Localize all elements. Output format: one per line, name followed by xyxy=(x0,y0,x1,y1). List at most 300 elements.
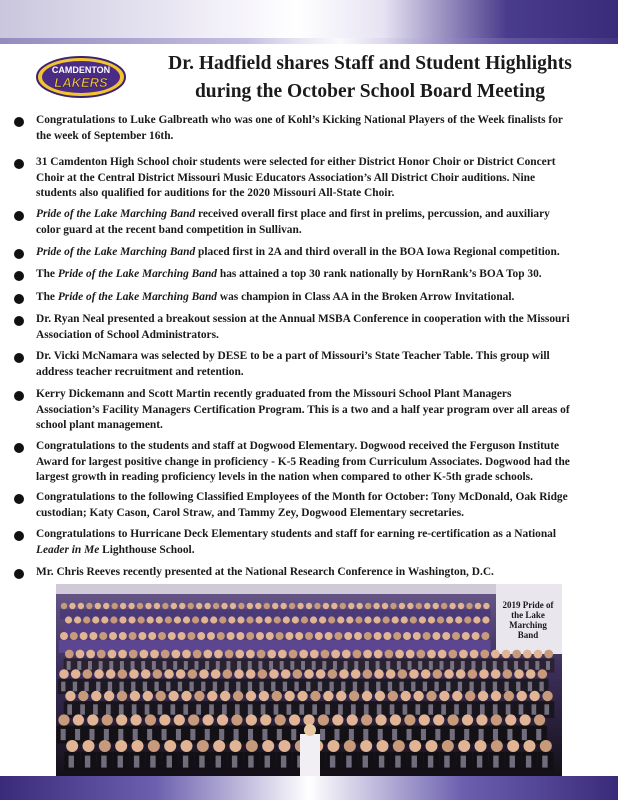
uniform-sheen xyxy=(183,704,188,714)
band-member-head xyxy=(102,714,113,725)
uniform-sheen xyxy=(461,756,466,768)
band-member-head xyxy=(199,669,209,679)
uniform-sheen xyxy=(163,661,167,670)
band-member-head xyxy=(383,632,391,640)
band-member-head xyxy=(512,650,521,659)
band-member-head xyxy=(181,691,191,701)
band-member-head xyxy=(328,740,340,752)
band-member-head xyxy=(459,650,468,659)
uniform-sheen xyxy=(312,704,317,714)
band-member-head xyxy=(272,691,282,701)
band-member-head xyxy=(148,740,160,752)
uniform-sheen xyxy=(341,682,345,692)
uniform-sheen xyxy=(152,661,156,670)
uniform-sheen xyxy=(201,682,205,692)
band-member-head xyxy=(260,714,271,725)
band-member-head xyxy=(364,632,372,640)
band-member-head xyxy=(297,691,307,701)
band-member-head xyxy=(409,740,421,752)
band-member-head xyxy=(364,616,371,623)
uniform-sheen xyxy=(258,661,262,670)
band-member-head xyxy=(92,616,99,623)
uniform-sheen xyxy=(435,729,440,740)
band-member-head xyxy=(534,650,543,659)
band-member-head xyxy=(116,714,127,725)
band-member-head xyxy=(448,650,457,659)
band-member-head xyxy=(426,691,436,701)
uniform-sheen xyxy=(364,682,368,692)
bullet-text: Dr. Vicki McNamara was selected by DESE to be a part of Missouri’s State Teacher Table. This group will address teacher recruitment and retention. xyxy=(36,350,550,378)
band-member-head xyxy=(491,650,500,659)
band-member-head xyxy=(347,714,358,725)
bullet-text: Dr. Ryan Neal presented a breakout session at the Annual MSBA Conference in cooperation with the Missouri Association of School Administrators. xyxy=(36,313,570,341)
band-member-head xyxy=(97,650,106,659)
band-member-head xyxy=(115,740,127,752)
uniform-sheen xyxy=(216,661,220,670)
band-member-head xyxy=(491,669,501,679)
band-member-head xyxy=(145,603,151,609)
band-member-head xyxy=(475,740,487,752)
list-item xyxy=(14,490,610,521)
band-member-head xyxy=(197,632,205,640)
uniform-sheen xyxy=(75,729,80,740)
uniform-sheen xyxy=(89,729,94,740)
uniform-sheen xyxy=(329,682,333,692)
band-member-head xyxy=(65,691,75,701)
band-member-head xyxy=(265,616,272,623)
band-member-head xyxy=(69,603,75,609)
band-member-head xyxy=(165,616,172,623)
uniform-sheen xyxy=(61,682,65,692)
band-member-head xyxy=(523,650,532,659)
band-name-italic: Pride of the Lake Marching Band xyxy=(36,246,196,258)
band-member-head xyxy=(458,603,464,609)
band-member-head xyxy=(328,616,335,623)
band-member-head xyxy=(174,714,185,725)
band-member-head xyxy=(74,616,81,623)
band-member-head xyxy=(281,669,291,679)
band-member-head xyxy=(119,616,126,623)
uniform-sheen xyxy=(232,756,237,768)
uniform-sheen xyxy=(388,682,392,692)
band-member-head xyxy=(237,616,244,623)
band-member-head xyxy=(360,740,372,752)
bullet-dot xyxy=(14,211,24,221)
band-member-head xyxy=(374,650,383,659)
band-member-head xyxy=(246,691,256,701)
band-member-head xyxy=(219,616,226,623)
uniform-sheen xyxy=(434,682,438,692)
band-member-head xyxy=(339,669,349,679)
band-member-head xyxy=(213,603,219,609)
band-member-head xyxy=(256,632,264,640)
uniform-sheen xyxy=(516,682,520,692)
band-member-head xyxy=(503,669,513,679)
band-member-head xyxy=(478,691,488,701)
bullet-dot xyxy=(14,159,24,169)
uniform-sheen xyxy=(477,756,482,768)
uniform-sheen xyxy=(322,661,326,670)
uniform-sheen xyxy=(334,729,339,740)
band-member-head xyxy=(375,714,386,725)
band-member-head xyxy=(355,616,362,623)
band-member-head xyxy=(444,669,454,679)
band-member-head xyxy=(86,603,92,609)
uniform-sheen xyxy=(224,682,228,692)
band-member-head xyxy=(179,603,185,609)
bullet-dot xyxy=(14,443,24,453)
band-member-head xyxy=(349,691,359,701)
uniform-sheen xyxy=(376,661,380,670)
uniform-sheen xyxy=(325,704,330,714)
uniform-sheen xyxy=(349,729,354,740)
uniform-sheen xyxy=(480,704,485,714)
uniform-sheen xyxy=(248,756,253,768)
band-member-head xyxy=(348,603,354,609)
band-member-head xyxy=(413,632,421,640)
uniform-sheen xyxy=(167,756,172,768)
bullet-text: placed first in 2A and third overall in the BOA Iowa Regional competition. xyxy=(195,246,560,258)
uniform-sheen xyxy=(510,756,515,768)
band-member-head xyxy=(442,632,450,640)
band-member-head xyxy=(362,691,372,701)
band-member-head xyxy=(73,714,84,725)
band-member-head xyxy=(476,714,487,725)
band-member-head xyxy=(259,691,269,701)
band-member-head xyxy=(207,632,215,640)
band-member-head xyxy=(538,669,548,679)
band-member-head xyxy=(458,740,470,752)
uniform-sheen xyxy=(532,704,537,714)
uniform-sheen xyxy=(199,756,204,768)
band-member-head xyxy=(441,603,447,609)
band-member-head xyxy=(295,632,303,640)
band-member-head xyxy=(183,616,190,623)
band-member-head xyxy=(325,632,333,640)
band-member-head xyxy=(91,691,101,701)
band-member-head xyxy=(78,691,88,701)
logo-text-lakers: LAKERS xyxy=(54,75,108,90)
band-member-head xyxy=(514,669,524,679)
uniform-sheen xyxy=(209,704,214,714)
band-member-head xyxy=(236,632,244,640)
uniform-sheen xyxy=(479,729,484,740)
band-member-head xyxy=(196,603,202,609)
bullet-text: Congratulations to the following Classified Employees of the Month for October: Tony McDonald, Oak Ridge custodian; Katy Cason, Carol Straw, and Tammy Zey, Dogwood Elementary secretaries. xyxy=(36,491,568,519)
band-member-head xyxy=(99,632,107,640)
band-member-head xyxy=(283,616,290,623)
list-item xyxy=(14,155,610,202)
band-member-head xyxy=(314,603,320,609)
band-member-head xyxy=(384,650,393,659)
band-member-head xyxy=(262,740,274,752)
uniform-sheen xyxy=(150,756,155,768)
band-member-head xyxy=(168,691,178,701)
band-member-head xyxy=(416,603,422,609)
band-member-head xyxy=(403,632,411,640)
bullet-text: Congratulations to Luke Galbreath who was one of Kohl’s Kicking National Players of the Week finalists for the week of September 16th. xyxy=(36,114,563,142)
band-member-head xyxy=(217,714,228,725)
uniform-sheen xyxy=(281,756,286,768)
uniform-sheen xyxy=(101,756,106,768)
bullet-text: Lighthouse School. xyxy=(99,543,195,556)
uniform-sheen xyxy=(290,661,294,670)
uniform-sheen xyxy=(320,729,325,740)
bullet-dot xyxy=(14,531,24,541)
uniform-sheen xyxy=(365,661,369,670)
band-member-head xyxy=(139,650,148,659)
uniform-sheen xyxy=(481,682,485,692)
band-member-head xyxy=(304,669,314,679)
band-member-head xyxy=(201,616,208,623)
uniform-sheen xyxy=(514,661,518,670)
uniform-sheen xyxy=(118,756,123,768)
band-member-head xyxy=(439,691,449,701)
uniform-sheen xyxy=(411,682,415,692)
uniform-sheen xyxy=(133,729,138,740)
band-member-head xyxy=(464,616,471,623)
center-figure-head xyxy=(304,724,316,736)
band-member-head xyxy=(168,632,176,640)
band-member-head xyxy=(319,616,326,623)
uniform-sheen xyxy=(108,682,112,692)
band-member-head xyxy=(375,691,385,701)
band-member-head xyxy=(58,714,69,725)
band-member-head xyxy=(377,740,389,752)
band-member-head xyxy=(356,603,362,609)
uniform-sheen xyxy=(178,682,182,692)
uniform-sheen xyxy=(467,704,472,714)
band-member-head xyxy=(373,616,380,623)
uniform-sheen xyxy=(280,661,284,670)
camdenton-lakers-logo xyxy=(36,56,126,98)
uniform-sheen xyxy=(397,661,401,670)
band-member-head xyxy=(188,669,198,679)
band-member-head xyxy=(472,632,480,640)
band-member-head xyxy=(289,714,300,725)
uniform-sheen xyxy=(176,729,181,740)
band-member-head xyxy=(310,691,320,701)
band-member-head xyxy=(178,632,186,640)
uniform-sheen xyxy=(450,661,454,670)
band-member-head xyxy=(246,616,253,623)
band-member-head xyxy=(331,650,340,659)
band-member-head xyxy=(292,616,299,623)
band-member-head xyxy=(462,714,473,725)
uniform-sheen xyxy=(364,704,369,714)
bullet-dot xyxy=(14,569,24,579)
title-line-1: Dr. Hadfield shares Staff and Student Highlights xyxy=(168,53,572,74)
band-member-head xyxy=(279,740,291,752)
bottom-decorative-band xyxy=(0,776,618,800)
uniform-sheen xyxy=(99,661,103,670)
band-member-head xyxy=(158,632,166,640)
uniform-sheen xyxy=(132,704,137,714)
band-member-head xyxy=(404,714,415,725)
bullet-text: Mr. Chris Reeves recently presented at the National Research Conference in Washington, D.C. xyxy=(36,566,494,578)
uniform-sheen xyxy=(120,661,124,670)
band-member-head xyxy=(272,603,278,609)
uniform-sheen xyxy=(377,704,382,714)
list-item: Congratulations to Hurricane Deck Elementary students and staff for earning re-certification as a National Leader in Me Lighthouse School. xyxy=(14,527,610,558)
uniform-sheen xyxy=(441,704,446,714)
uniform-sheen xyxy=(147,729,152,740)
band-member-head xyxy=(544,650,553,659)
uniform-sheen xyxy=(482,661,486,670)
band-member-head xyxy=(483,603,489,609)
band-member-head xyxy=(305,632,313,640)
band-member-head xyxy=(230,740,242,752)
band-member-head xyxy=(419,714,430,725)
uniform-sheen xyxy=(363,756,368,768)
bullet-dot xyxy=(14,494,24,504)
band-member-head xyxy=(456,669,466,679)
band-member-head xyxy=(407,603,413,609)
band-member-head xyxy=(103,603,109,609)
band-member-head xyxy=(473,616,480,623)
band-member-head xyxy=(164,669,174,679)
band-member-head xyxy=(211,669,221,679)
uniform-sheen xyxy=(131,661,135,670)
uniform-sheen xyxy=(346,756,351,768)
band-member-head xyxy=(365,603,371,609)
band-member-head xyxy=(316,669,326,679)
list-item xyxy=(14,113,610,144)
uniform-sheen xyxy=(390,704,395,714)
uniform-sheen xyxy=(196,704,201,714)
bullet-text: received overall first place and first in prelims, percussion, and auxiliary color guard at the recent band competition in Sullivan. xyxy=(36,208,550,236)
band-member-head xyxy=(227,632,235,640)
band-member-head xyxy=(130,691,140,701)
band-member-head xyxy=(246,669,256,679)
uniform-sheen xyxy=(539,682,543,692)
band-member-head xyxy=(470,650,479,659)
band-member-head xyxy=(65,650,74,659)
uniform-sheen xyxy=(283,682,287,692)
bullet-text: 31 Camdenton High School choir students were selected for either District Honor Choir or District Concert Choir at the Central District Missouri Music Educators Association’s All District Choir auditions. Nine students also qualified for auditions for the 2020 Missouri All-State Choir. xyxy=(36,156,556,199)
band-member-head xyxy=(534,714,545,725)
bullet-dot xyxy=(14,391,24,401)
marching-band-photo xyxy=(56,584,562,776)
band-member-head xyxy=(438,650,447,659)
uniform-sheen xyxy=(109,661,113,670)
band-member-head xyxy=(255,603,261,609)
band-member-head xyxy=(203,714,214,725)
band-member-head xyxy=(233,691,243,701)
band-member-head xyxy=(145,714,156,725)
uniform-sheen xyxy=(118,729,123,740)
band-member-head xyxy=(416,650,425,659)
band-member-head xyxy=(278,650,287,659)
uniform-sheen xyxy=(507,729,512,740)
band-member-head xyxy=(346,616,353,623)
band-member-head xyxy=(427,650,436,659)
uniform-sheen xyxy=(395,756,400,768)
band-member-head xyxy=(374,632,382,640)
band-member-head xyxy=(153,669,163,679)
band-member-head xyxy=(111,603,117,609)
band-member-head xyxy=(83,669,93,679)
band-member-head xyxy=(78,603,84,609)
uniform-sheen xyxy=(306,682,310,692)
band-member-head xyxy=(214,650,223,659)
band-member-head xyxy=(482,616,489,623)
band-member-head xyxy=(246,632,254,640)
band-member-head xyxy=(468,669,478,679)
band-member-head xyxy=(383,616,390,623)
band-member-head xyxy=(80,632,88,640)
band-member-head xyxy=(318,714,329,725)
uniform-sheen xyxy=(528,682,532,692)
bullet-dot xyxy=(14,294,24,304)
band-member-head xyxy=(162,603,168,609)
uniform-sheen xyxy=(85,756,90,768)
uniform-sheen xyxy=(131,682,135,692)
band-member-head xyxy=(437,616,444,623)
band-member-head xyxy=(406,650,415,659)
uniform-sheen xyxy=(330,756,335,768)
uniform-sheen xyxy=(461,661,465,670)
band-member-head xyxy=(351,669,361,679)
band-member-head xyxy=(101,616,108,623)
band-member-head xyxy=(332,714,343,725)
band-member-head xyxy=(432,632,440,640)
band-member-head xyxy=(334,632,342,640)
band-member-head xyxy=(299,650,308,659)
uniform-sheen xyxy=(80,704,85,714)
uniform-sheen xyxy=(222,704,227,714)
band-member-head xyxy=(181,740,193,752)
band-member-head xyxy=(188,714,199,725)
band-member-head xyxy=(363,669,373,679)
band-member-head xyxy=(491,691,501,701)
band-member-head xyxy=(540,740,552,752)
band-member-head xyxy=(148,632,156,640)
list-item xyxy=(14,565,610,581)
uniform-sheen xyxy=(418,661,422,670)
uniform-sheen xyxy=(458,682,462,692)
uniform-sheen xyxy=(69,756,74,768)
uniform-sheen xyxy=(469,682,473,692)
band-member-head xyxy=(409,669,419,679)
band-member-head xyxy=(71,669,81,679)
uniform-sheen xyxy=(190,729,195,740)
uniform-sheen xyxy=(354,661,358,670)
band-member-head xyxy=(542,691,552,701)
band-member-head xyxy=(156,616,163,623)
uniform-sheen xyxy=(166,682,170,692)
band-member-head xyxy=(507,740,519,752)
band-member-head xyxy=(217,632,225,640)
band-member-head xyxy=(442,740,454,752)
band-member-head xyxy=(128,603,134,609)
band-member-head xyxy=(274,616,281,623)
uniform-sheen xyxy=(542,756,547,768)
band-member-head xyxy=(393,632,401,640)
band-member-head xyxy=(207,691,217,701)
uniform-sheen xyxy=(183,756,188,768)
band-member-head xyxy=(392,616,399,623)
uniform-sheen xyxy=(403,704,408,714)
band-member-head xyxy=(452,632,460,640)
uniform-sheen xyxy=(428,704,433,714)
list-item xyxy=(14,349,610,380)
band-member-head xyxy=(161,650,170,659)
uniform-sheen xyxy=(471,661,475,670)
uniform-sheen xyxy=(379,756,384,768)
list-item: The Pride of the Lake Marching Band has attained a top 30 rank nationally by HornRank’s BOA Top 30. xyxy=(14,267,610,283)
band-member-head xyxy=(246,740,258,752)
